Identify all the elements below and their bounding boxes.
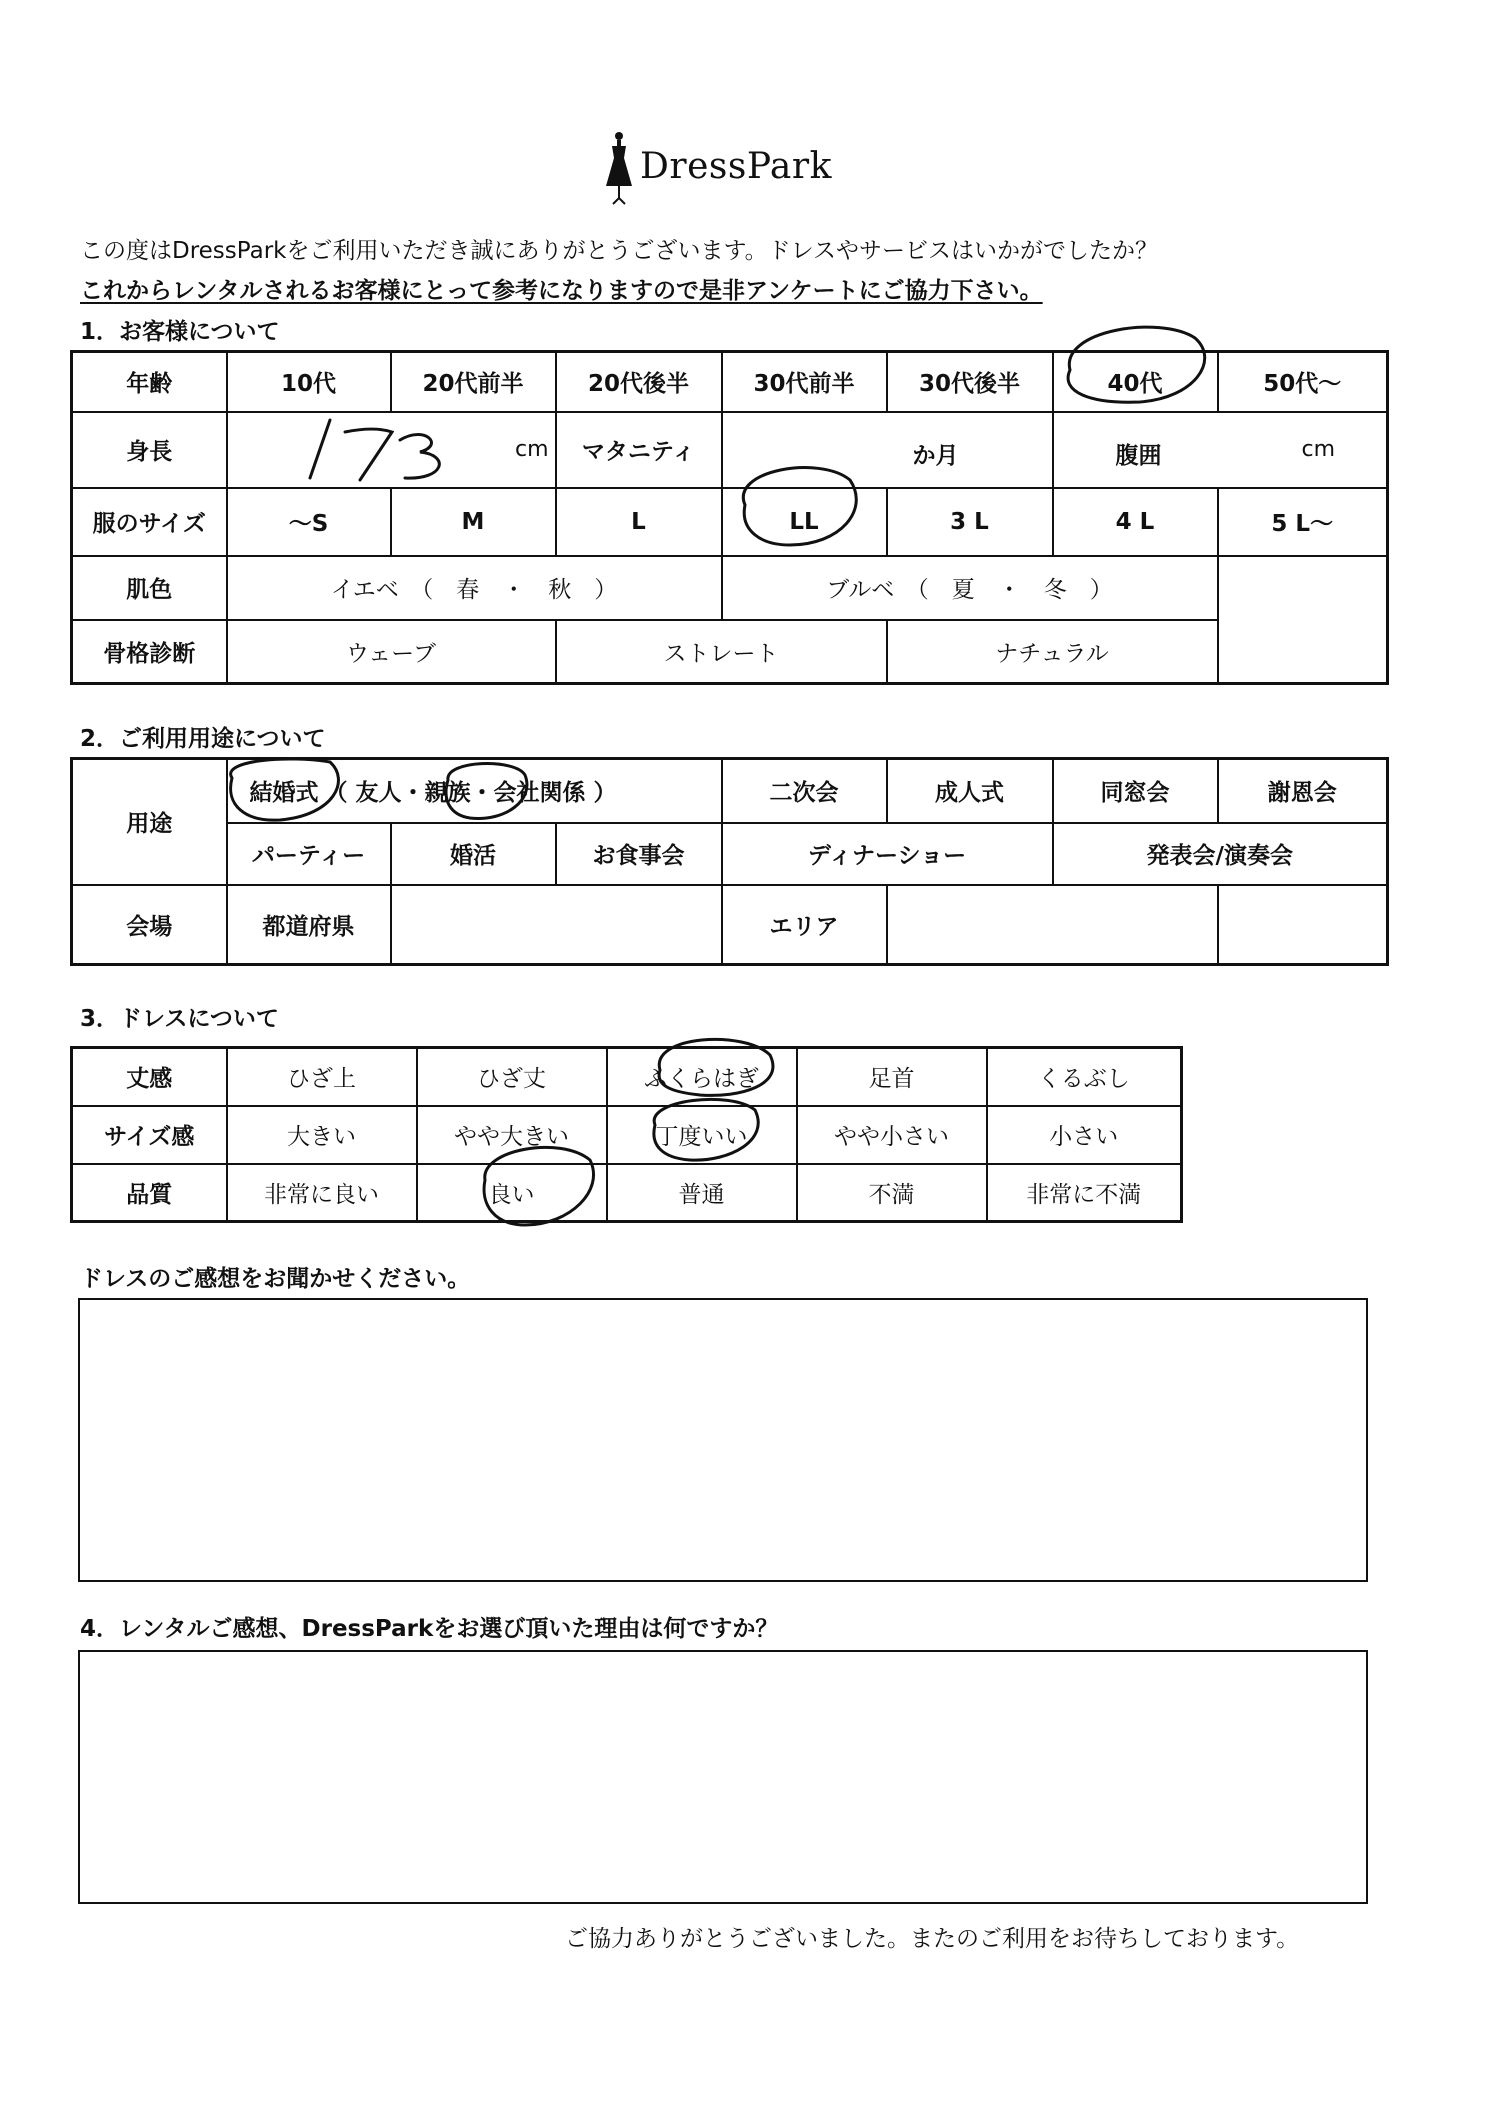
intro-line-1: この度はDressParkをご利用いただき誠にありがとうございます。ドレスやサービスはいかがでしたか？ [80,238,1158,264]
dress-table [70,1046,1183,1223]
age-option-10s[interactable]: 10代 [227,352,391,412]
age-option-early-20s[interactable]: 20代前半 [391,352,556,412]
dress-mannequin-icon [602,128,636,208]
empty-cell [1218,620,1388,684]
customer-info-table [70,350,1389,685]
purpose-label: 用途 [72,759,227,885]
impressions-textarea[interactable] [78,1298,1368,1582]
age-option-late-20s[interactable]: 20代後半 [556,352,722,412]
venue-label: 会場 [72,885,227,965]
size-label: 服のサイズ [72,488,227,556]
fit-large[interactable]: 大きい [227,1106,417,1164]
skin-yellow-base[interactable]: イエベ （ 春 ・ 秋 ） [227,556,722,620]
height-label: 身長 [72,412,227,488]
size-option-5l[interactable]: 5 L～ [1218,488,1388,556]
dot-separator: ・ [401,780,425,807]
skin-label: 肌色 [72,556,227,620]
waist-unit: cm [1301,436,1336,462]
length-above-knee[interactable]: ひざ上 [227,1048,417,1106]
size-option-s[interactable]: ～S [227,488,391,556]
section-2-title: 2．ご利用用途について [80,726,326,752]
usage-table [70,757,1389,966]
size-option-l[interactable]: L [556,488,722,556]
quality-label: 品質 [72,1164,227,1222]
purpose-party[interactable]: パーティー [227,823,391,885]
wedding-label[interactable]: 結婚式 [249,780,319,807]
intro-line-2: これからレンタルされるお客様にとって参考になりますので是非アンケートにご協力下さい。 [80,278,1043,304]
purpose-recital[interactable]: 発表会/演奏会 [1053,823,1388,885]
purpose-konkatsu[interactable]: 婚活 [391,823,556,885]
size-option-4l[interactable]: 4 L [1053,488,1218,556]
wedding-friend[interactable]: （ 友人 [324,780,402,807]
wedding-option[interactable] [227,759,722,823]
size-option-ll[interactable]: LL [722,488,887,556]
purpose-dinner-show[interactable]: ディナーショー [722,823,1053,885]
fit-label: サイズ感 [72,1106,227,1164]
skin-blue-base[interactable]: ブルベ （ 夏 ・ 冬 ） [722,556,1218,620]
prefecture-label: 都道府県 [227,885,391,965]
prefecture-field[interactable] [391,885,722,965]
purpose-coming-of-age[interactable]: 成人式 [887,759,1053,823]
impressions-prompt: ドレスのご感想をお聞かせください。 [80,1266,471,1292]
fit-just-right[interactable]: 丁度いい [607,1106,797,1164]
section-3-title: 3．ドレスについて [80,1006,279,1032]
quality-average[interactable]: 普通 [607,1164,797,1222]
dresspark-logo [602,128,902,208]
quality-very-unsatisfied[interactable]: 非常に不満 [987,1164,1182,1222]
purpose-thank-you-party[interactable]: 謝恩会 [1218,759,1388,823]
quality-good[interactable]: 良い [417,1164,607,1222]
maternity-label: マタニティ [556,412,722,488]
length-knee[interactable]: ひざ丈 [417,1048,607,1106]
fit-small[interactable]: 小さい [987,1106,1182,1164]
waist-label: 腹囲 [1115,442,1162,469]
dot-separator: ・ [470,780,494,807]
waist-field[interactable] [1053,412,1388,488]
area-field[interactable] [887,885,1218,965]
section-4-title: 4．レンタルご感想、DressParkをお選び頂いた理由は何ですか？ [80,1616,779,1642]
length-anklebone[interactable]: くるぶし [987,1048,1182,1106]
size-option-m[interactable]: M [391,488,556,556]
quality-very-good[interactable]: 非常に良い [227,1164,417,1222]
height-field[interactable] [227,412,556,488]
size-option-3l[interactable]: 3 L [887,488,1053,556]
length-ankle[interactable]: 足首 [797,1048,987,1106]
fit-slightly-small[interactable]: やや小さい [797,1106,987,1164]
frame-label: 骨格診断 [72,620,227,684]
frame-option-natural[interactable]: ナチュラル [887,620,1218,684]
age-label: 年齢 [72,352,227,412]
footer-thanks: ご協力ありがとうございました。またのご利用をお待ちしております。 [565,1926,1300,1952]
length-label: 丈感 [72,1048,227,1106]
height-unit: cm [514,436,549,462]
logo-text: DressPark [640,146,832,187]
wedding-company[interactable]: 会社関係 ） [493,780,617,807]
purpose-dinner[interactable]: お食事会 [556,823,722,885]
age-option-early-30s[interactable]: 30代前半 [722,352,887,412]
empty-cell [1218,885,1388,965]
fit-slightly-large[interactable]: やや大きい [417,1106,607,1164]
area-label: エリア [722,885,887,965]
frame-option-straight[interactable]: ストレート [556,620,887,684]
months-unit: か月 [912,442,959,469]
age-option-40s[interactable]: 40代 [1053,352,1218,412]
empty-cell [1218,556,1388,620]
quality-unsatisfied[interactable]: 不満 [797,1164,987,1222]
wedding-relatives[interactable]: 親族 [424,780,471,807]
maternity-months-field[interactable] [722,412,1053,488]
frame-option-wave[interactable]: ウェーブ [227,620,556,684]
age-option-late-30s[interactable]: 30代後半 [887,352,1053,412]
age-option-50s-plus[interactable]: 50代～ [1218,352,1388,412]
purpose-after-party[interactable]: 二次会 [722,759,887,823]
section-1-title: 1．お客様について [80,319,280,345]
reason-textarea[interactable] [78,1650,1368,1904]
length-calf[interactable]: ふくらはぎ [607,1048,797,1106]
purpose-reunion[interactable]: 同窓会 [1053,759,1218,823]
